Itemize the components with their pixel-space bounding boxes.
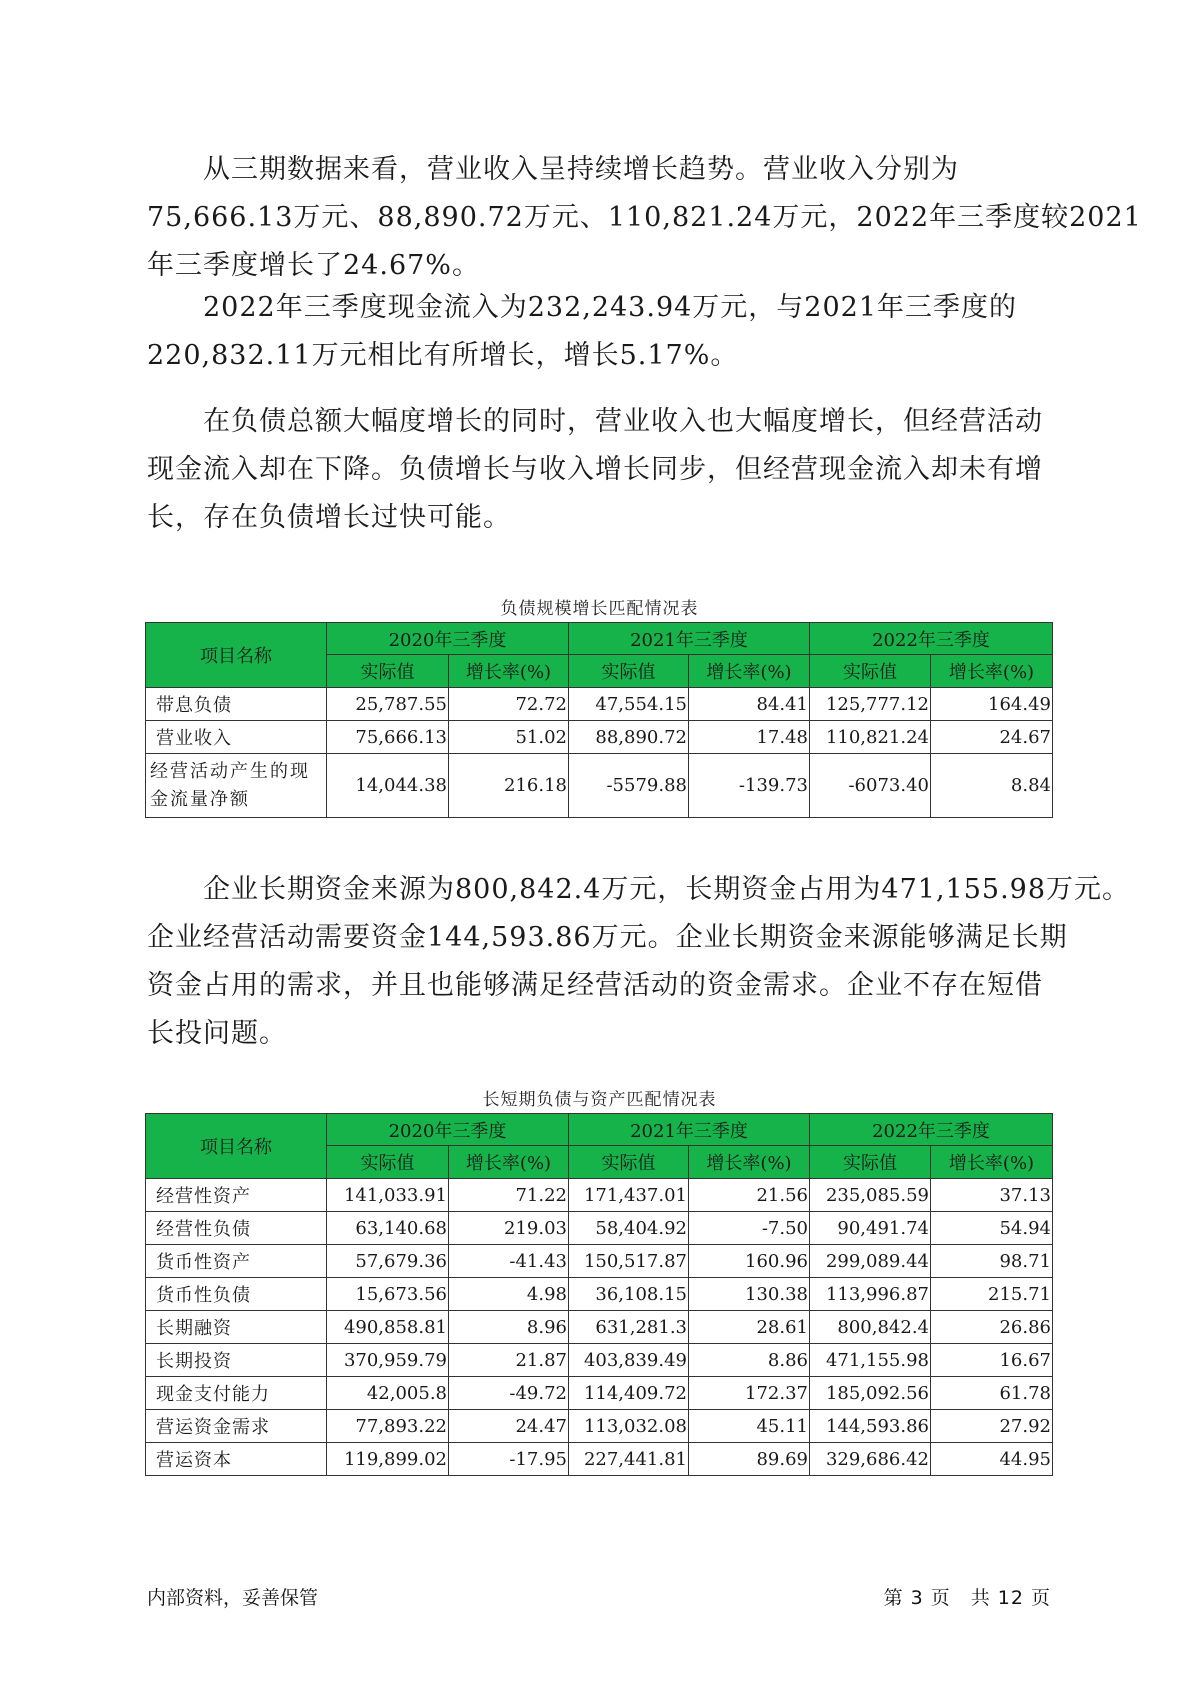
cell-value: 24.67 [931,721,1053,754]
table1-caption: 负债规模增长匹配情况表 [500,599,699,619]
row-name: 现金支付能力 [146,1377,327,1410]
table-row [146,1311,1053,1344]
row-name: 营运资金需求 [146,1410,327,1443]
row-name: 货币性负债 [146,1278,327,1311]
growth-rate-header: 增长率(%) [931,1146,1053,1179]
paragraph-long-term-funds [147,866,1131,1058]
actual-value-header: 实际值 [810,1146,931,1179]
period-header: 2022年三季度 [810,1114,1053,1146]
cell-value: 125,777.12 [810,688,931,721]
cell-value: 54.94 [931,1212,1053,1245]
cell-value: 172.37 [689,1377,810,1410]
cell-value: 75,666.13 [327,721,449,754]
row-name: 经营性负债 [146,1212,327,1245]
row-name: 带息负债 [146,688,327,721]
cell-value: 17.48 [689,721,810,754]
growth-rate-header: 增长率(%) [689,655,810,688]
cell-value: 72.72 [449,688,569,721]
cell-value: 63,140.68 [327,1212,449,1245]
cell-value: -5579.88 [569,754,689,818]
cell-value: 89.69 [689,1443,810,1476]
cell-value: 51.02 [449,721,569,754]
cell-value: 8.84 [931,754,1053,818]
paragraph-line: 资金占用的需求，并且也能够满足经营活动的资金需求。企业不存在短借 [147,970,1043,1001]
table-row [146,1410,1053,1443]
growth-rate-header: 增长率(%) [449,1146,569,1179]
cell-value: 36,108.15 [569,1278,689,1311]
cell-value: 58,404.92 [569,1212,689,1245]
row-name: 营运资本 [146,1443,327,1476]
table-row [146,721,1053,754]
paragraph-line: 在负债总额大幅度增长的同时，营业收入也大幅度增长，但经营活动 [203,406,1043,437]
cell-value: -7.50 [689,1212,810,1245]
cell-value: 114,409.72 [569,1377,689,1410]
actual-value-header: 实际值 [569,1146,689,1179]
cell-value: 15,673.56 [327,1278,449,1311]
row-name: 营业收入 [146,721,327,754]
cell-value: 113,996.87 [810,1278,931,1311]
cell-value: 185,092.56 [810,1377,931,1410]
cell-value: 42,005.8 [327,1377,449,1410]
table-row [146,1278,1053,1311]
cell-value: 21.87 [449,1344,569,1377]
cell-value: 164.49 [931,688,1053,721]
table2-caption: 长短期负债与资产匹配情况表 [482,1090,717,1110]
cell-value: 490,858.81 [327,1311,449,1344]
cell-value: 77,893.22 [327,1410,449,1443]
paragraph-cash-inflow [147,284,1077,380]
cell-value: 45.11 [689,1410,810,1443]
growth-rate-header: 增长率(%) [449,655,569,688]
actual-value-header: 实际值 [327,655,449,688]
cell-value: 299,089.44 [810,1245,931,1278]
table-row [146,688,1053,721]
paragraph-line: 现金流入却在下降。负债增长与收入增长同步，但经营现金流入却未有增 [147,454,1043,485]
cell-value: 4.98 [449,1278,569,1311]
table-debt-scale-growth [145,622,1053,818]
cell-value: 160.96 [689,1245,810,1278]
cell-value: 227,441.81 [569,1443,689,1476]
table-debt-asset-matching [145,1113,1053,1476]
cell-value: 215.71 [931,1278,1053,1311]
cell-value: 800,842.4 [810,1311,931,1344]
paragraph-line: 年三季度增长了24.67%。 [147,250,480,281]
paragraph-line: 长投问题。 [147,1018,287,1049]
cell-value: 130.38 [689,1278,810,1311]
cell-value: 26.86 [931,1311,1053,1344]
footer-page-number: 第 3 页 共 12 页 [883,1587,1051,1609]
cell-value: 16.67 [931,1344,1053,1377]
growth-rate-header: 增长率(%) [689,1146,810,1179]
cell-value: 219.03 [449,1212,569,1245]
cell-value: 171,437.01 [569,1179,689,1212]
cell-value: 61.78 [931,1377,1053,1410]
cell-value: 216.18 [449,754,569,818]
cell-value: 37.13 [931,1179,1053,1212]
row-name: 长期投资 [146,1344,327,1377]
cell-value: -49.72 [449,1377,569,1410]
paragraph-debt-growth [147,398,1077,542]
cell-value: 25,787.55 [327,688,449,721]
table-row [146,754,1053,818]
cell-value: 71.22 [449,1179,569,1212]
item-name-header: 项目名称 [146,623,327,688]
row-name: 经营性资产 [146,1179,327,1212]
cell-value: 28.61 [689,1311,810,1344]
cell-value: 90,491.74 [810,1212,931,1245]
cell-value: 14,044.38 [327,754,449,818]
cell-value: 150,517.87 [569,1245,689,1278]
cell-value: 113,032.08 [569,1410,689,1443]
cell-value: 235,085.59 [810,1179,931,1212]
cell-value: -139.73 [689,754,810,818]
paragraph-line: 2022年三季度现金流入为232,243.94万元，与2021年三季度的 [203,292,1018,323]
footer-confidential-note: 内部资料，妥善保管 [147,1587,319,1609]
item-name-header: 项目名称 [146,1114,327,1179]
row-name: 长期融资 [146,1311,327,1344]
table-row [146,1179,1053,1212]
cell-value: 329,686.42 [810,1443,931,1476]
paragraph-line: 企业长期资金来源为800,842.4万元，长期资金占用为471,155.98万元。 [203,874,1131,905]
actual-value-header: 实际值 [810,655,931,688]
cell-value: 141,033.91 [327,1179,449,1212]
row-name: 经营活动产生的现金流量净额 [146,754,327,818]
cell-value: 370,959.79 [327,1344,449,1377]
period-header: 2021年三季度 [569,623,810,655]
cell-value: 47,554.15 [569,688,689,721]
cell-value: 27.92 [931,1410,1053,1443]
actual-value-header: 实际值 [327,1146,449,1179]
table-row [146,1443,1053,1476]
cell-value: -41.43 [449,1245,569,1278]
paragraph-line: 长，存在负债增长过快可能。 [147,502,511,533]
table-row [146,1245,1053,1278]
growth-rate-header: 增长率(%) [931,655,1053,688]
cell-value: 631,281.3 [569,1311,689,1344]
cell-value: 57,679.36 [327,1245,449,1278]
paragraph-line: 75,666.13万元、88,890.72万元、110,821.24万元，2022年三季度较2021 [147,202,1142,233]
cell-value: 88,890.72 [569,721,689,754]
period-header: 2020年三季度 [327,623,569,655]
table-row [146,1377,1053,1410]
cell-value: -6073.40 [810,754,931,818]
cell-value: 8.96 [449,1311,569,1344]
cell-value: 84.41 [689,688,810,721]
cell-value: 144,593.86 [810,1410,931,1443]
paragraph-line: 220,832.11万元相比有所增长，增长5.17%。 [147,340,739,371]
paragraph-revenue-trend [147,146,1142,290]
period-header: 2022年三季度 [810,623,1053,655]
paragraph-line: 企业经营活动需要资金144,593.86万元。企业长期资金来源能够满足长期 [147,922,1068,953]
cell-value: 21.56 [689,1179,810,1212]
period-header: 2020年三季度 [327,1114,569,1146]
cell-value: 98.71 [931,1245,1053,1278]
cell-value: 119,899.02 [327,1443,449,1476]
paragraph-line: 从三期数据来看，营业收入呈持续增长趋势。营业收入分别为 [203,154,959,185]
period-header: 2021年三季度 [569,1114,810,1146]
cell-value: 403,839.49 [569,1344,689,1377]
row-name: 货币性资产 [146,1245,327,1278]
table-row [146,1344,1053,1377]
cell-value: -17.95 [449,1443,569,1476]
cell-value: 24.47 [449,1410,569,1443]
table-row [146,1212,1053,1245]
cell-value: 44.95 [931,1443,1053,1476]
cell-value: 110,821.24 [810,721,931,754]
actual-value-header: 实际值 [569,655,689,688]
cell-value: 471,155.98 [810,1344,931,1377]
cell-value: 8.86 [689,1344,810,1377]
